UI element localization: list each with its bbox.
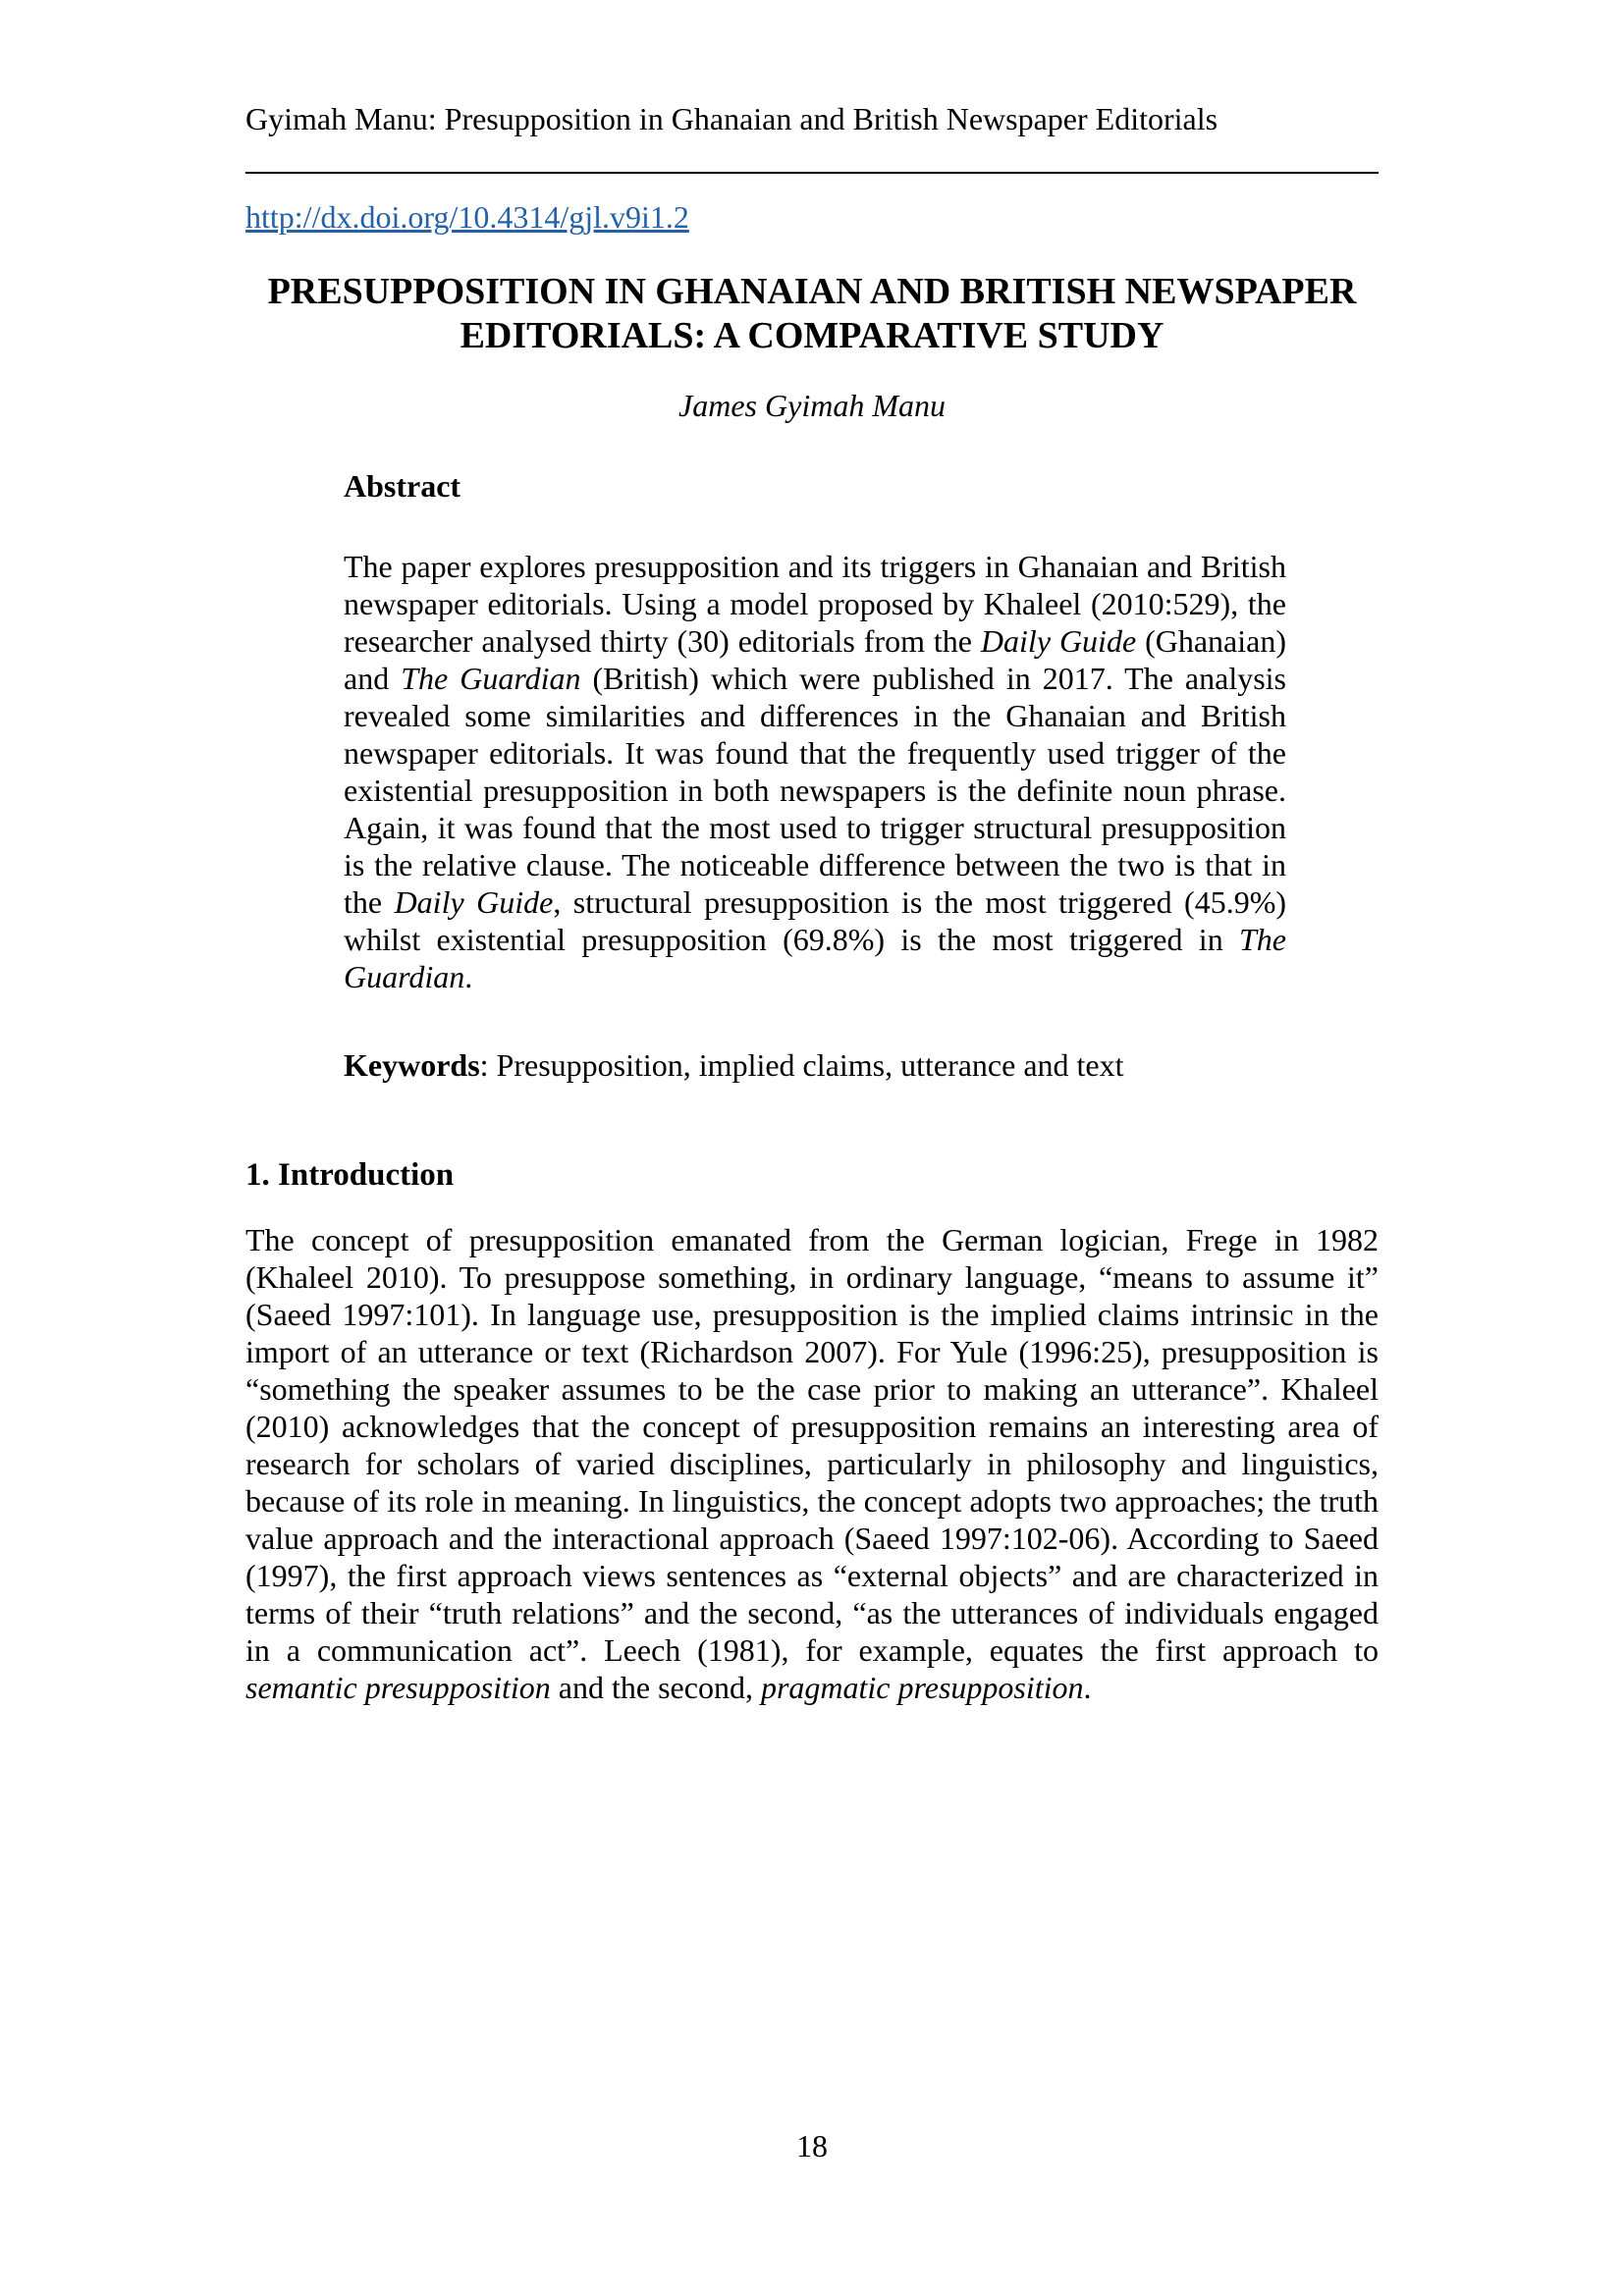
keywords-text: : Presupposition, implied claims, utterance and text	[479, 1047, 1124, 1083]
doi-link[interactable]: http://dx.doi.org/10.4314/gjl.v9i1.2	[245, 199, 689, 235]
running-header: Gyimah Manu: Presupposition in Ghanaian and British Newspaper Editorials	[245, 101, 1218, 136]
abstract-paragraph: The paper explores presupposition and its triggers in Ghanaian and British newspaper editorials. Using a model proposed by Khaleel (2010:529), the researcher analysed thirty (30) editorials from the Daily Guide (Ghanaian) and The Guardian (British) which were published in 2017. The analysis revealed some similarities and differences in the Ghanaian and British newspaper editorials. It was found that the frequently used trigger of the existential presupposition in both newspapers is the definite noun phrase. Again, it was found that the most used to trigger structural presupposition is the relative clause. The noticeable difference between the two is that in the Daily Guide, structural presupposition is the most triggered (45.9%) whilst existential presupposition (69.8%) is the most triggered in The Guardian.	[344, 549, 1287, 994]
doi-line	[245, 199, 1379, 235]
keywords-label: Keywords	[344, 1047, 480, 1083]
abstract-heading: Abstract	[344, 468, 461, 504]
author-name: James Gyimah Manu	[678, 388, 946, 423]
section-heading-introduction: 1. Introduction	[245, 1157, 455, 1193]
keywords-line	[344, 1046, 1286, 1084]
introduction-paragraph: The concept of presupposition emanated from the German logician, Frege in 1982 (Khaleel 2010). To presuppose something, in ordinary language, “means to assume it” (Saeed 1997:101). In language use, presupposition is the implied claims intrinsic in the import of an utterance or text (Richardson 2007). For Yule (1996:25), presupposition is “something the speaker assumes to be the case prior to making an utterance”. Khaleel (2010) acknowledges that the concept of presupposition remains an interesting area of research for scholars of varied disciplines, particularly in philosophy and linguistics, because of its role in meaning. In linguistics, the concept adopts two approaches; the truth value approach and the interactional approach (Saeed 1997:102-06). According to Saeed (1997), the first approach views sentences as “external objects” and are characterized in terms of their “truth relations” and the second, “as the utterances of individuals engaged in a communication act”. Leech (1981), for example, equates the first approach to semantic presupposition and the second, pragmatic presupposition.	[245, 1222, 1379, 1705]
paper-title-line2: EDITORIALS: A COMPARATIVE STUDY	[460, 315, 1164, 356]
paper-title	[245, 270, 1379, 358]
paper-title-line1: PRESUPPOSITION IN GHANAIAN AND BRITISH NEWSPAPER	[267, 271, 1357, 312]
header-rule	[245, 172, 1379, 174]
page-number: 18	[796, 2128, 828, 2163]
